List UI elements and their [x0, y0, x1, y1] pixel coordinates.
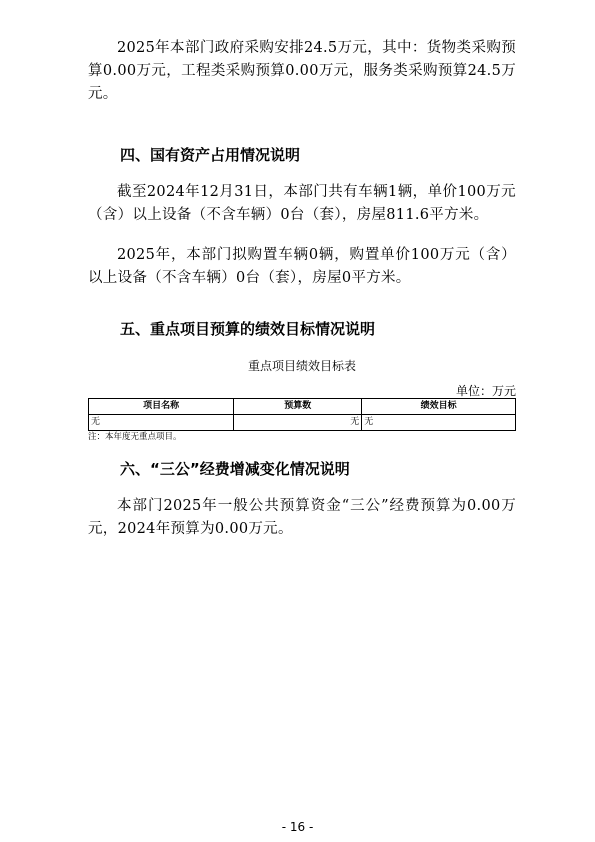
table-caption: 重点项目绩效目标表	[247, 359, 356, 373]
column-header-project-name: 项目名称	[89, 399, 234, 415]
section6-heading: 六、“三公”经费增减变化情况说明	[120, 460, 350, 478]
table-header-row	[89, 399, 516, 415]
procurement-paragraph: 2025年本部门政府采购安排24.5万元，其中：货物类采购预算0.00万元，工程类采购预算0.00万元，服务类采购预算24.5万元。	[88, 40, 516, 102]
column-header-budget: 预算数	[234, 399, 362, 415]
section4-heading: 四、国有资产占用情况说明	[120, 146, 301, 164]
section4-paragraph-2: 2025年，本部门拟购置车辆0辆，购置单价100万元（含）以上设备（不含车辆）0台（套），房屋0平方米。	[88, 247, 516, 286]
section4-paragraph-1: 截至2024年12月31日，本部门共有车辆1辆，单价100万元（含）以上设备（不含车辆）0台（套），房屋811.6平方米。	[88, 184, 516, 223]
cell-budget: 无	[234, 415, 362, 431]
page-number: - 16 -	[281, 820, 314, 834]
performance-target-table	[88, 398, 516, 431]
table-note: 注：本年度无重点项目。	[88, 432, 182, 442]
table-row	[89, 415, 516, 431]
column-header-performance-target: 绩效目标	[362, 399, 516, 415]
section6-paragraph: 本部门2025年一般公共预算资金“三公”经费预算为0.00万元，2024年预算为0.00万元。	[88, 498, 516, 537]
cell-project-name: 无	[89, 415, 234, 431]
section5-heading: 五、重点项目预算的绩效目标情况说明	[120, 320, 376, 338]
table-unit-label: 单位：万元	[455, 384, 516, 398]
cell-performance-target: 无	[362, 415, 516, 431]
